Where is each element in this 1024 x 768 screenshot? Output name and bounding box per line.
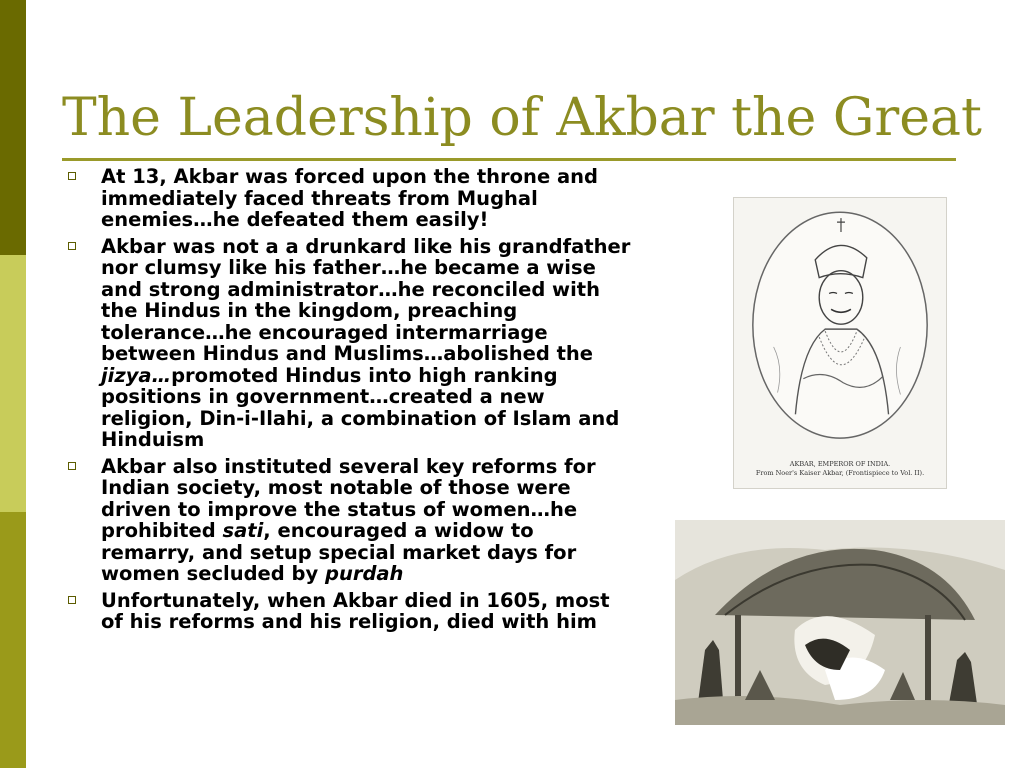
bullet-marker-icon (68, 596, 76, 604)
bullet-marker-icon (68, 462, 76, 470)
title-rule (62, 158, 956, 161)
bullet-text-italic: jizya… (101, 363, 172, 387)
stripe-top (0, 0, 26, 255)
bullet-text: At 13, Akbar was forced upon the throne and immediately faced threats from Mughal enemies…he defeated them easily! (101, 165, 598, 231)
sati-engraving-image (675, 520, 1005, 725)
akbar-portrait-image (733, 197, 947, 489)
bullet-text: , encouraged a widow to remarry, and setup special market days for women secluded by (101, 519, 577, 585)
portrait-caption-line-1: AKBAR, EMPEROR OF INDIA. (789, 460, 891, 468)
bullet-marker-icon (68, 172, 76, 180)
bullet-marker-icon (68, 242, 76, 250)
bullet-text: promoted Hindus into high ranking positions in government…created a new religion, Din-i-Ilahi, a combination of Islam and Hinduism (101, 363, 620, 451)
stripe-bottom (0, 512, 26, 768)
bullet-list (64, 166, 634, 638)
bullet-text: Akbar also instituted several key reforms for Indian society, most notable of those were driven to improve the status of women…he prohibited (101, 454, 596, 542)
bullet-text-italic: sati (222, 519, 264, 542)
engraving-drawing (675, 520, 1005, 725)
bullet-item (64, 590, 634, 633)
portrait-drawing (734, 198, 946, 488)
bullet-text: Unfortunately, when Akbar died in 1605, most of his reforms and his religion, died with him (101, 588, 610, 633)
bullet-item (64, 166, 634, 231)
bullet-item (64, 456, 634, 585)
bullet-text-italic: purdah (324, 562, 404, 585)
portrait-caption-line-2: From Noer's Kaiser Akbar, (Frontispiece to Vol. II). (755, 469, 925, 477)
portrait-caption (734, 460, 946, 478)
slide-title: The Leadership of Akbar the Great (62, 88, 982, 148)
bullet-item (64, 236, 634, 451)
bullet-text: Akbar was not a a drunkard like his grandfather nor clumsy like his father…he became a wise and strong administrator…he reconciled with the Hindus in the kingdom, preaching tolerance…he encouraged intermarriage between Hindus and Muslims…abolished the (101, 234, 631, 365)
stripe-middle (0, 255, 26, 512)
